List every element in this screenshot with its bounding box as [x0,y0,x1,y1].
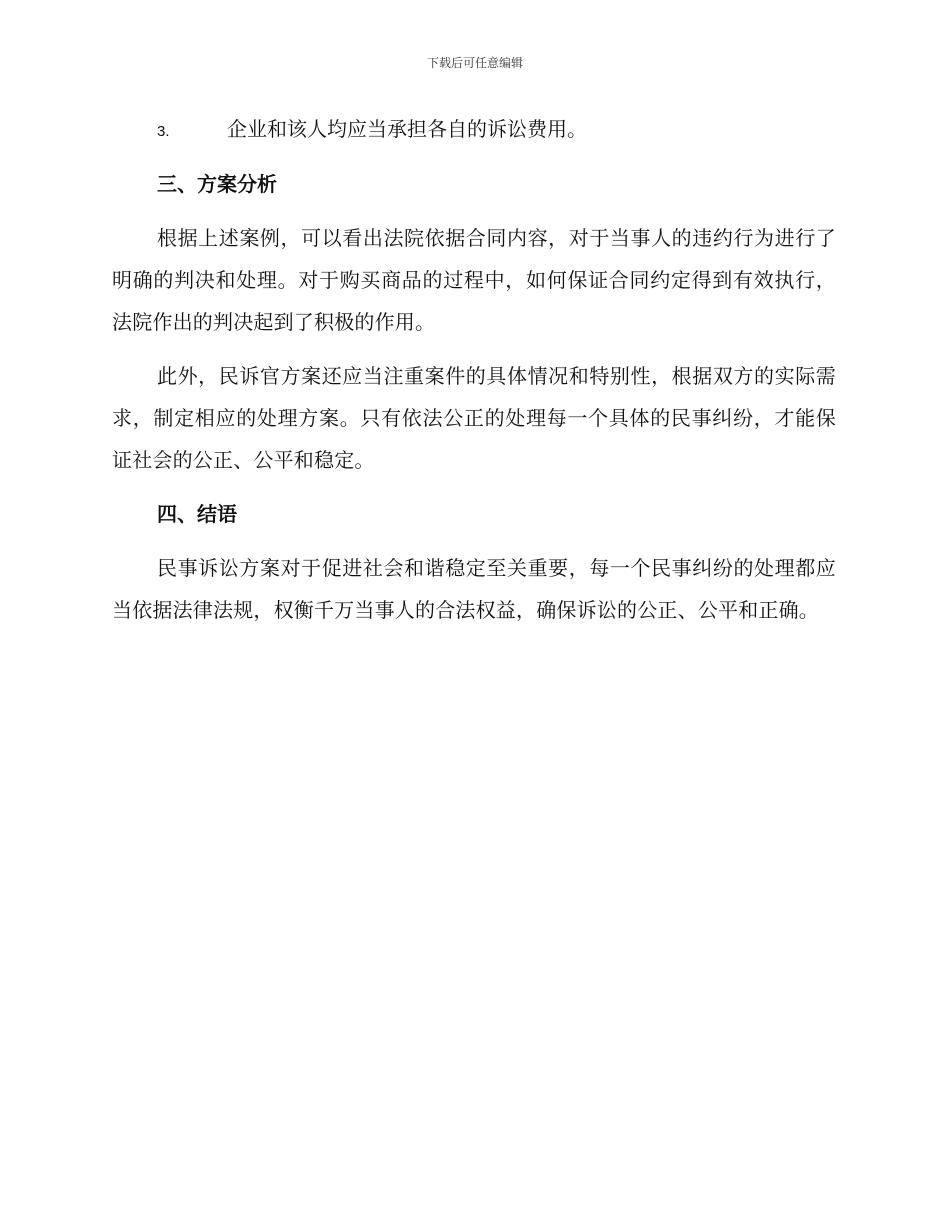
paragraph-conclusion-1: 民事诉讼方案对于促进社会和谐稳定至关重要，每一个民事纠纷的处理都应当依据法律法规，权衡千万当事人的合法权益，确保诉讼的公正、公平和正确。 [112,556,836,622]
paragraph-analysis-1: 根据上述案例，可以看出法院依据合同内容，对于当事人的违约行为进行了明确的判决和处理。对于购买商品的过程中，如何保证合同约定得到有效执行，法院作出的判决起到了积极的作用。 [112,226,836,334]
list-item-3 [112,108,836,153]
list-item-number: 3. [157,123,170,140]
section-heading-analysis: 三、方案分析 [157,172,277,196]
page-header: 下载后可任意编辑 [426,56,523,70]
document-body [112,108,836,643]
paragraph-analysis-2: 此外，民诉官方案还应当注重案件的具体情况和特别性，根据双方的实际需求，制定相应的处理方案。只有依法公正的处理每一个具体的民事纠纷，才能保证社会的公正、公平和稳定。 [112,364,836,472]
section-heading-conclusion: 四、结语 [157,502,237,526]
list-item-text: 企业和该人均应当承担各自的诉讼费用。 [227,117,587,141]
